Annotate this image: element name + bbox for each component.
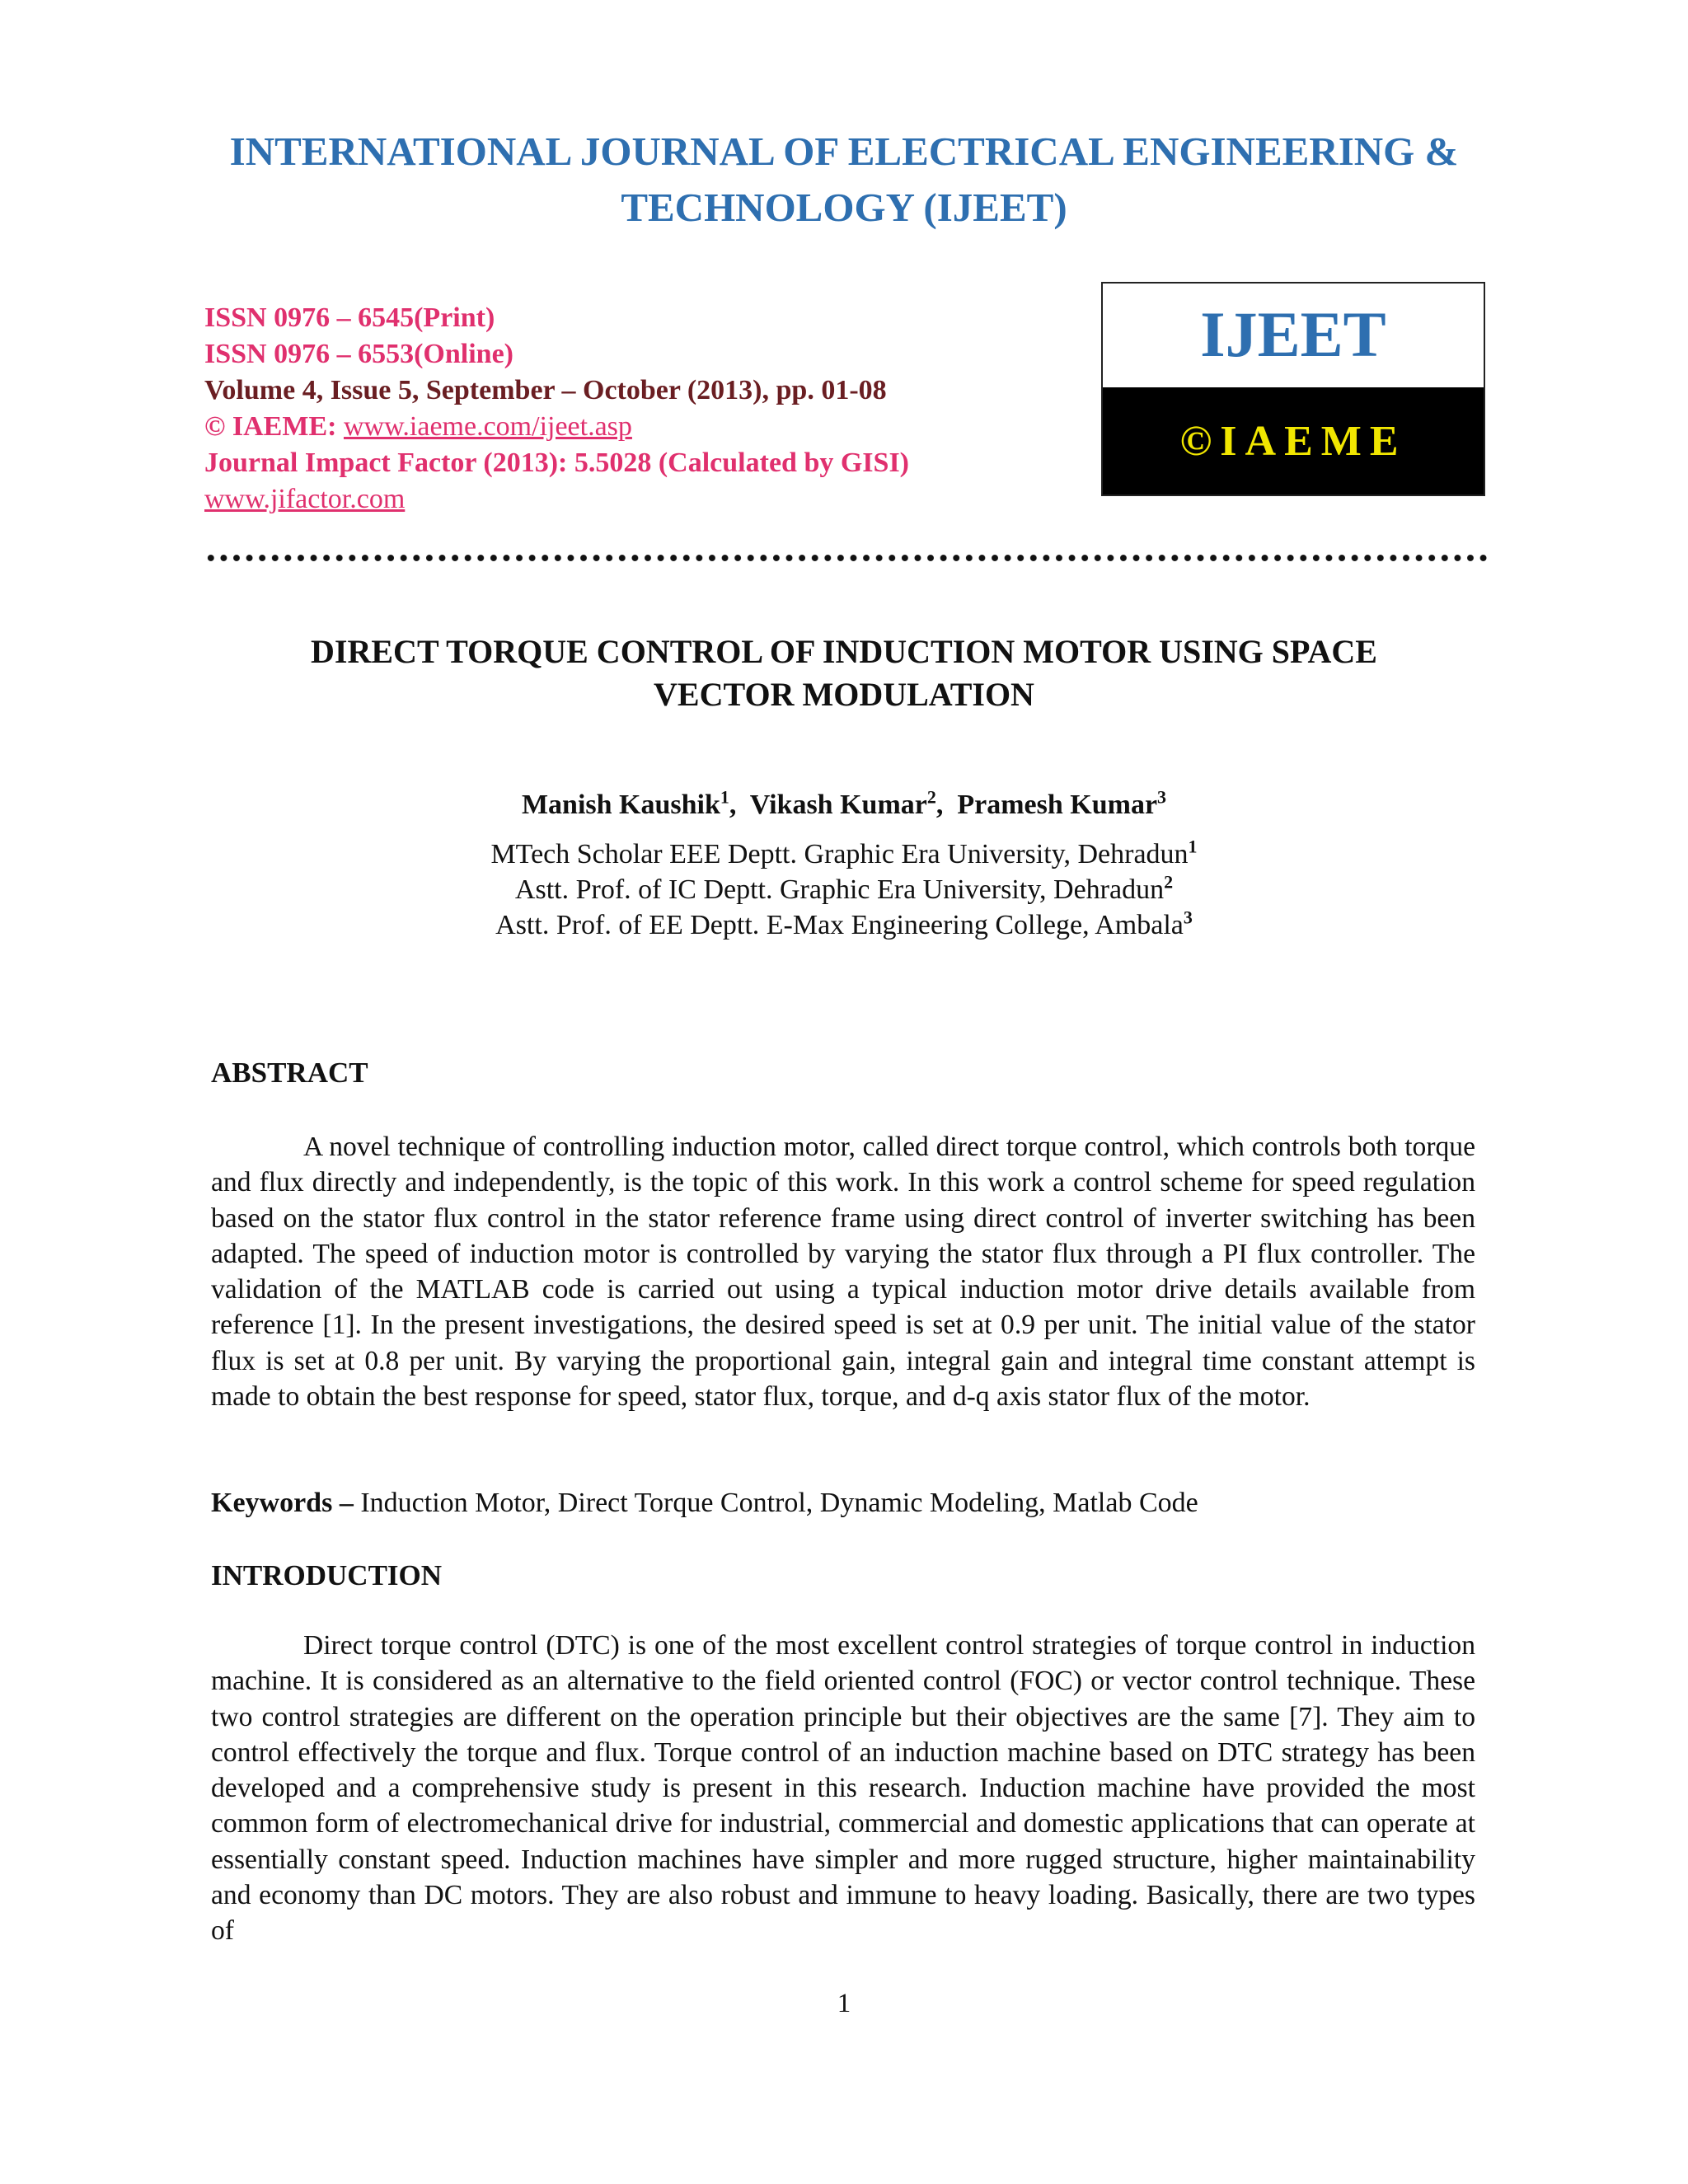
author-name: Pramesh Kumar xyxy=(957,790,1158,820)
journal-title-line1: INTERNATIONAL JOURNAL OF ELECTRICAL ENGINEERING & xyxy=(229,129,1459,174)
affiliation: Astt. Prof. of EE Deptt. E-Max Engineering College, Ambala$^3$ xyxy=(495,907,1193,940)
introduction-text: Direct torque control (DTC) is one of the most excellent control strategies of torque control in induction machine. It is considered as an alternative to the field oriented control (FOC) or vector control technique. These two control strategies are different on the operation principle but their objectives are the same [7]. They aim to control effectively the torque and flux. Torque control of an induction machine based on DTC strategy has been developed and a comprehensive study is present in this research. Induction machine have provided the most common form of electromechanical drive for industrial, commercial and domestic applications that can operate at essentially constant speed. Induction machines have simpler and more rugged structure, higher maintainability and economy than DC motors. They are also robust and immune to heavy loading. Basically, there are two types of xyxy=(211,1630,1475,1947)
abstract-text: A novel technique of controlling induction motor, called direct torque control, which controls both torque and flux directly and independently, is the topic of this work. In this work a control scheme for speed regulation based on the stator flux control in the stator reference frame using direct control of inverter switching has been adapted. The speed of induction motor is controlled by varying the stator flux through a PI flux controller. The validation of the MATLAB code is carried out using a typical induction motor drive details available from reference [1]. In the present investigations, the desired speed is set at 0.9 per unit. The initial value of the stator flux is set at 0.8 per unit. By varying the proportional gain, integral gain and integral time constant attempt is made to obtain the best response for speed, stator flux, torque, and d-q axis stator flux of the motor. xyxy=(211,1132,1475,1413)
journal-title-line2: TECHNOLOGY (IJEET) xyxy=(621,185,1067,230)
ijeet-logo xyxy=(1101,282,1485,496)
keywords-text: Induction Motor, Direct Torque Control, Dynamic Modeling, Matlab Code xyxy=(360,1488,1198,1518)
keywords-line xyxy=(211,1485,1198,1521)
abstract-body xyxy=(211,1129,1475,1414)
jifactor-line xyxy=(204,481,405,518)
impact-factor: Journal Impact Factor (2013): 5.5028 (Calculated by GISI) xyxy=(204,448,909,478)
author-sup: 2 xyxy=(926,786,936,808)
issn-online: ISSN 0976 – 6553(Online) xyxy=(204,339,513,369)
paper-title xyxy=(0,630,1688,716)
dotted-separator xyxy=(204,552,1490,564)
introduction-body xyxy=(211,1628,1475,1949)
affiliation-list xyxy=(0,837,1688,943)
keywords-label: Keywords – xyxy=(211,1488,361,1518)
author-list: Manish Kaushik$^1$, Vikash Kumar$^2$, Pramesh Kumar$^3$ xyxy=(521,786,1167,820)
issn-print: ISSN 0976 – 6545(Print) xyxy=(204,302,495,333)
iaeme-link[interactable]: www.iaeme.com/ijeet.asp xyxy=(343,411,632,442)
author-name: Manish Kaushik xyxy=(521,790,720,820)
volume-info: Volume 4, Issue 5, September – October (2013), pp. 01-08 xyxy=(204,375,887,405)
affiliation: Astt. Prof. of IC Deptt. Graphic Era University, Dehradun$^2$ xyxy=(514,871,1174,905)
logo-iaeme-text: ©IAEME xyxy=(1103,387,1484,494)
page-number: 1 xyxy=(837,1989,851,2018)
paper-title-line2: VECTOR MODULATION xyxy=(654,676,1034,713)
jifactor-link[interactable]: www.jifactor.com xyxy=(204,484,406,514)
iaeme-line xyxy=(204,409,632,445)
author-sup: 1 xyxy=(720,786,729,808)
abstract-heading: ABSTRACT xyxy=(211,1057,368,1089)
author-name: Vikash Kumar xyxy=(749,790,927,820)
affiliation: MTech Scholar EEE Deptt. Graphic Era University, Dehradun$^1$ xyxy=(490,836,1198,869)
introduction-heading: INTRODUCTION xyxy=(211,1559,443,1591)
paper-title-line1: DIRECT TORQUE CONTROL OF INDUCTION MOTOR USING SPACE xyxy=(311,633,1377,670)
iaeme-label: © IAEME: xyxy=(204,411,344,442)
logo-ijeet-text: IJEET xyxy=(1200,298,1386,370)
author-sup: 3 xyxy=(1157,786,1167,808)
journal-title xyxy=(0,124,1688,236)
